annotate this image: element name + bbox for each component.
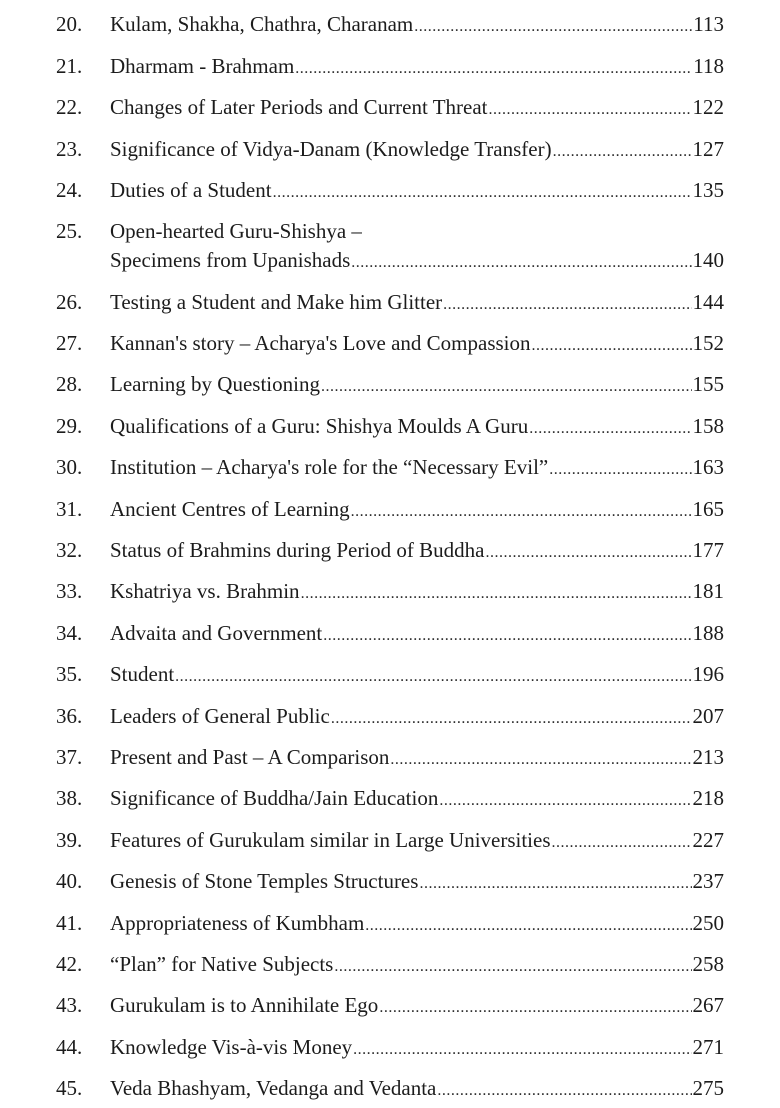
entry-title: Kshatriya vs. Brahmin: [110, 579, 300, 603]
dot-leader: [323, 622, 691, 650]
entry-number: 33.: [56, 579, 83, 603]
entry-page-number: 218: [692, 786, 724, 810]
dot-leader: [549, 456, 691, 484]
entry-number: 40.: [56, 869, 83, 893]
dot-leader: [553, 138, 692, 166]
entry-number: 44.: [56, 1035, 83, 1059]
entry-page-number: 271: [692, 1035, 724, 1059]
dot-leader: [331, 705, 692, 733]
dot-leader: [552, 829, 692, 857]
entry-page-number: 118: [693, 54, 724, 78]
entry-number: 24.: [56, 178, 83, 202]
entry-number: 38.: [56, 786, 83, 810]
entry-number: 22.: [56, 95, 83, 119]
entry-title: Student: [110, 662, 175, 686]
entry-title: Present and Past – A Comparison: [110, 745, 390, 769]
dot-leader: [351, 498, 692, 526]
entry-page-number: 155: [692, 372, 724, 396]
entry-number: 30.: [56, 455, 83, 479]
entry-page-number: 196: [692, 662, 724, 686]
dot-leader: [419, 870, 691, 898]
entry-number: 34.: [56, 621, 83, 645]
entry-title: Gurukulam is to Annihilate Ego: [110, 993, 379, 1017]
entry-number: 29.: [56, 414, 83, 438]
entry-title: Veda Bhashyam, Vedanga and Vedanta: [110, 1076, 437, 1100]
entry-title: Status of Brahmins during Period of Buddha: [110, 538, 485, 562]
entry-page-number: 181: [692, 579, 724, 603]
entry-page-number: 144: [692, 290, 724, 314]
entry-number: 42.: [56, 952, 83, 976]
entry-number: 23.: [56, 137, 83, 161]
dot-leader: [365, 912, 691, 940]
entry-title: Institution – Acharya's role for the “Necessary Evil”: [110, 455, 549, 479]
entry-number: 28.: [56, 372, 83, 396]
entry-page-number: 165: [692, 497, 724, 521]
entry-page-number: 140: [692, 248, 724, 272]
entry-number: 31.: [56, 497, 83, 521]
entry-number: 21.: [56, 54, 83, 78]
entry-page-number: 152: [692, 331, 724, 355]
entry-page-number: 237: [692, 869, 724, 893]
entry-title: Changes of Later Periods and Current Threat: [110, 95, 488, 119]
entry-page-number: 213: [692, 745, 724, 769]
entry-page-number: 122: [692, 95, 724, 119]
dot-leader: [437, 1077, 691, 1105]
entry-page-number: 127: [692, 137, 724, 161]
entry-title: Significance of Buddha/Jain Education: [110, 786, 439, 810]
dot-leader: [351, 249, 691, 277]
entry-page-number: 163: [692, 455, 724, 479]
entry-page-number: 113: [693, 12, 724, 36]
entry-number: 41.: [56, 911, 83, 935]
dot-leader: [390, 746, 691, 774]
entry-title: Qualifications of a Guru: Shishya Moulds A Guru: [110, 414, 529, 438]
dot-leader: [443, 291, 691, 319]
entry-page-number: 135: [692, 178, 724, 202]
entry-page-number: 227: [692, 828, 724, 852]
entry-number: 26.: [56, 290, 83, 314]
entry-title: Features of Gurukulam similar in Large Universities: [110, 828, 551, 852]
entry-title: Dharmam - Brahmam: [110, 54, 295, 78]
entry-number: 25.: [56, 219, 83, 243]
dot-leader: [485, 539, 691, 567]
dot-leader: [379, 994, 691, 1022]
dot-leader: [529, 415, 691, 443]
entry-title: Appropriateness of Kumbham: [110, 911, 365, 935]
entry-title: Specimens from Upanishads: [110, 248, 351, 272]
entry-number: 39.: [56, 828, 83, 852]
dot-leader: [321, 373, 692, 401]
entry-title: Testing a Student and Make him Glitter: [110, 290, 443, 314]
entry-title: Ancient Centres of Learning: [110, 497, 350, 521]
entry-number: 43.: [56, 993, 83, 1017]
entry-title: Kulam, Shakha, Chathra, Charanam: [110, 12, 414, 36]
dot-leader: [301, 580, 692, 608]
dot-leader: [334, 953, 691, 981]
entry-title: Advaita and Government: [110, 621, 323, 645]
dot-leader: [175, 663, 691, 691]
entry-page-number: 158: [692, 414, 724, 438]
dot-leader: [353, 1036, 691, 1064]
entry-number: 36.: [56, 704, 83, 728]
dot-leader: [295, 55, 692, 83]
entry-title: Leaders of General Public: [110, 704, 330, 728]
entry-title: Learning by Questioning: [110, 372, 320, 396]
entry-title: “Plan” for Native Subjects: [110, 952, 334, 976]
dot-leader: [489, 96, 692, 124]
entry-title: Knowledge Vis-à-vis Money: [110, 1035, 353, 1059]
entry-page-number: 188: [692, 621, 724, 645]
entry-title: Duties of a Student: [110, 178, 272, 202]
dot-leader: [439, 787, 691, 815]
entry-page-number: 267: [692, 993, 724, 1017]
entry-title: Significance of Vidya-Danam (Knowledge Transfer): [110, 137, 552, 161]
entry-number: 45.: [56, 1076, 83, 1100]
entry-title-line1: Open-hearted Guru-Shishya –: [110, 219, 362, 243]
entry-title: Kannan's story – Acharya's Love and Compassion: [110, 331, 531, 355]
entry-page-number: 177: [692, 538, 724, 562]
entry-number: 20.: [56, 12, 83, 36]
entry-page-number: 250: [692, 911, 724, 935]
entry-number: 27.: [56, 331, 83, 355]
entry-number: 32.: [56, 538, 83, 562]
dot-leader: [532, 332, 692, 360]
entry-title: Genesis of Stone Temples Structures: [110, 869, 419, 893]
entry-number: 35.: [56, 662, 83, 686]
entry-page-number: 258: [692, 952, 724, 976]
dot-leader: [273, 179, 692, 207]
entry-page-number: 275: [692, 1076, 724, 1100]
entry-page-number: 207: [692, 704, 724, 728]
entry-number: 37.: [56, 745, 83, 769]
dot-leader: [414, 13, 692, 41]
